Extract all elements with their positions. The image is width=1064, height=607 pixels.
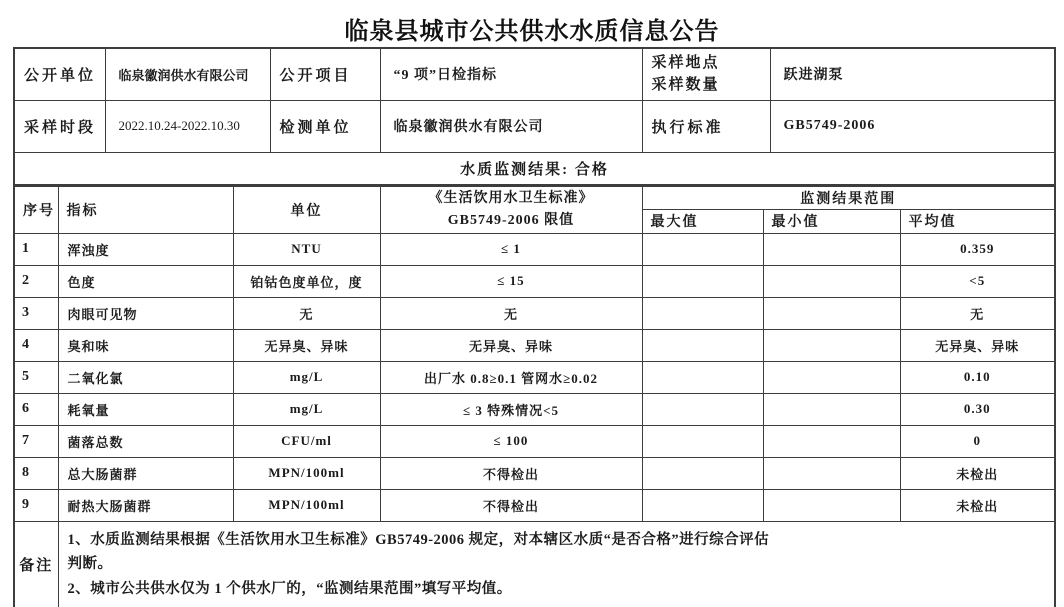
cell-min — [763, 265, 900, 297]
cell-unit: NTU — [233, 233, 380, 265]
cell-avg: 0.10 — [900, 361, 1055, 393]
cell-name: 总大肠菌群 — [58, 457, 233, 489]
cell-avg: 无异臭、异味 — [900, 329, 1055, 361]
cell-min — [763, 457, 900, 489]
cell-limit: 出厂水 0.8≥0.1 管网水≥0.02 — [380, 361, 642, 393]
remark-line-3: 2、城市公共供水仅为 1 个供水厂的，“监测结果范围”填写平均值。 — [67, 581, 512, 598]
cell-unit: 无异臭、异味 — [233, 329, 380, 361]
cell-no: 8 — [14, 457, 58, 489]
col-header-range: 监测结果范围 — [642, 186, 1055, 209]
standard-label: 执行标准 — [642, 100, 770, 152]
cell-min — [763, 425, 900, 457]
cell-limit: 无 — [380, 297, 642, 329]
cell-unit: mg/L — [233, 393, 380, 425]
cell-min — [763, 329, 900, 361]
cell-limit: 不得检出 — [380, 457, 642, 489]
cell-max — [642, 393, 763, 425]
col-header-max: 最大值 — [642, 209, 763, 233]
cell-min — [763, 393, 900, 425]
cell-name: 二氧化氯 — [58, 361, 233, 393]
table-row — [14, 457, 1055, 489]
col-header-indicator: 指标 — [58, 186, 233, 233]
cell-limit: ≤ 100 — [380, 425, 642, 457]
sample-period-value: 2022.10.24-2022.10.30 — [105, 100, 270, 152]
cell-no: 5 — [14, 361, 58, 393]
open-project-label: 公开项目 — [270, 48, 380, 100]
cell-name: 色度 — [58, 265, 233, 297]
col-header-limit — [380, 186, 642, 233]
cell-avg: 0.359 — [900, 233, 1055, 265]
cell-name: 臭和味 — [58, 329, 233, 361]
cell-no: 1 — [14, 233, 58, 265]
indicator-table — [13, 185, 1056, 607]
table-row — [14, 425, 1055, 457]
remark-label: 备注 — [14, 521, 58, 607]
open-unit-value: 临泉徽润供水有限公司 — [105, 48, 270, 100]
cell-no: 6 — [14, 393, 58, 425]
cell-min — [763, 297, 900, 329]
sample-site-label-line1: 采样地点 — [651, 54, 720, 71]
result-banner: 水质监测结果: 合格 — [14, 152, 1055, 185]
col-header-limit-line1: 《生活饮用水卫生标准》 — [428, 191, 594, 207]
cell-avg: 0 — [900, 425, 1055, 457]
cell-avg: 无 — [900, 297, 1055, 329]
cell-unit: 铂钴色度单位，度 — [233, 265, 380, 297]
result-banner-row — [14, 152, 1055, 185]
cell-name: 耗氧量 — [58, 393, 233, 425]
cell-name: 耐热大肠菌群 — [58, 489, 233, 521]
cell-avg: <5 — [900, 265, 1055, 297]
cell-avg: 未检出 — [900, 457, 1055, 489]
test-unit-value: 临泉徽润供水有限公司 — [380, 100, 642, 152]
cell-max — [642, 457, 763, 489]
col-header-limit-line2: GB5749-2006 限值 — [447, 212, 575, 228]
cell-name: 肉眼可见物 — [58, 297, 233, 329]
cell-max — [642, 489, 763, 521]
header-row-1 — [14, 186, 1055, 209]
open-unit-label: 公开单位 — [14, 48, 105, 100]
table-row — [14, 489, 1055, 521]
cell-no: 2 — [14, 265, 58, 297]
sample-period-label: 采样时段 — [14, 100, 105, 152]
cell-no: 9 — [14, 489, 58, 521]
cell-no: 3 — [14, 297, 58, 329]
table-row — [14, 393, 1055, 425]
cell-limit: ≤ 3 特殊情况<5 — [380, 393, 642, 425]
col-header-no: 序号 — [14, 186, 58, 233]
remark-line-2: 判断。 — [67, 556, 113, 573]
cell-unit: MPN/100ml — [233, 489, 380, 521]
cell-unit: CFU/ml — [233, 425, 380, 457]
cell-limit: 不得检出 — [380, 489, 642, 521]
info-row-1 — [14, 48, 1055, 100]
cell-max — [642, 425, 763, 457]
cell-max — [642, 233, 763, 265]
cell-unit: mg/L — [233, 361, 380, 393]
table-row — [14, 361, 1055, 393]
cell-limit: 无异臭、异味 — [380, 329, 642, 361]
cell-avg: 0.30 — [900, 393, 1055, 425]
cell-name: 浑浊度 — [58, 233, 233, 265]
table-row — [14, 233, 1055, 265]
cell-min — [763, 361, 900, 393]
sample-site-label — [642, 48, 770, 100]
col-header-min: 最小值 — [763, 209, 900, 233]
standard-value: GB5749-2006 — [770, 100, 1055, 152]
cell-min — [763, 489, 900, 521]
col-header-unit: 单位 — [233, 186, 380, 233]
test-unit-label: 检测单位 — [270, 100, 380, 152]
sample-site-value: 跃进湖泵 — [770, 48, 1055, 100]
info-table — [13, 47, 1056, 186]
cell-avg: 未检出 — [900, 489, 1055, 521]
cell-max — [642, 329, 763, 361]
info-row-2 — [14, 100, 1055, 152]
remark-text — [58, 521, 1055, 607]
cell-limit: ≤ 1 — [380, 233, 642, 265]
table-row — [14, 265, 1055, 297]
cell-no: 4 — [14, 329, 58, 361]
remark-line-1: 1、水质监测结果根据《生活饮用水卫生标准》GB5749-2006 规定，对本辖区水质“是否合格”进行综合评估 — [67, 531, 770, 548]
remark-row — [14, 521, 1055, 607]
cell-no: 7 — [14, 425, 58, 457]
open-project-value: “9 项”日检指标 — [380, 48, 642, 100]
col-header-avg: 平均值 — [900, 209, 1055, 233]
cell-limit: ≤ 15 — [380, 265, 642, 297]
cell-unit: MPN/100ml — [233, 457, 380, 489]
sample-site-label-line2: 采样数量 — [651, 77, 720, 94]
cell-unit: 无 — [233, 297, 380, 329]
page-title: 临泉县城市公共供水水质信息公告 — [344, 18, 720, 45]
cell-max — [642, 297, 763, 329]
cell-max — [642, 361, 763, 393]
cell-min — [763, 233, 900, 265]
cell-name: 菌落总数 — [58, 425, 233, 457]
table-row — [14, 297, 1055, 329]
cell-max — [642, 265, 763, 297]
table-row — [14, 329, 1055, 361]
